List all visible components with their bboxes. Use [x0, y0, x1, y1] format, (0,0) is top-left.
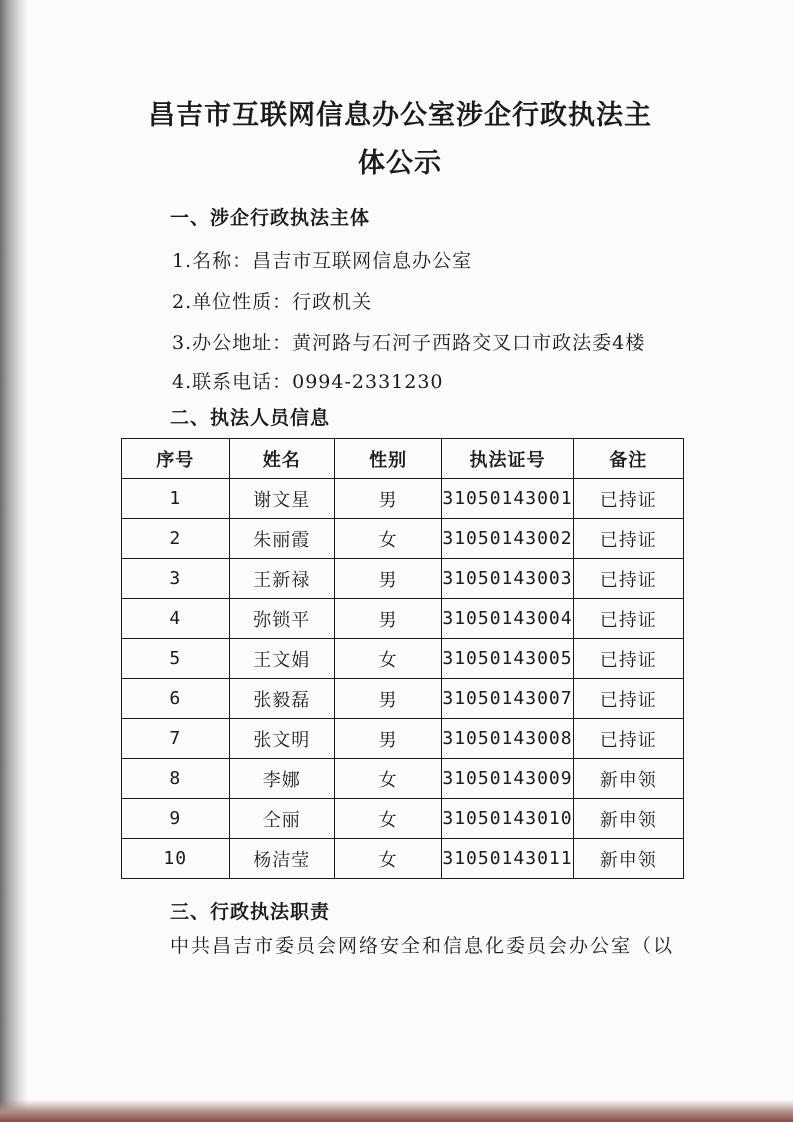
serial-cell: 3 — [122, 559, 230, 599]
remark-cell: 已持证 — [573, 639, 683, 679]
remark-cell: 新申领 — [573, 839, 683, 879]
table-row — [122, 759, 684, 799]
section-2-heading: 二、执法人员信息 — [170, 407, 331, 429]
header-cell: 序号 — [122, 439, 230, 479]
entity-phone-line: 4.联系电话：0994-2331230 — [172, 371, 444, 393]
document-title — [120, 92, 680, 188]
table-row — [122, 679, 684, 719]
gender-cell: 男 — [334, 719, 441, 759]
header-cell: 姓名 — [229, 439, 334, 479]
name-cell: 李娜 — [229, 759, 334, 799]
license-number-cell: 31050143003 — [442, 559, 573, 599]
license-number-cell: 31050143011 — [442, 839, 573, 879]
table-row — [122, 599, 684, 639]
license-number-cell: 31050143002 — [442, 519, 573, 559]
staff-table — [121, 438, 684, 879]
name-cell: 仝丽 — [229, 799, 334, 839]
remark-cell: 已持证 — [573, 679, 683, 719]
section-1-heading: 一、涉企行政执法主体 — [170, 207, 371, 229]
table-row — [122, 559, 684, 599]
scan-shadow-left — [0, 0, 28, 1122]
serial-cell: 5 — [122, 639, 230, 679]
entity-nature-line: 2.单位性质：行政机关 — [172, 291, 373, 313]
duties-paragraph: 中共昌吉市委员会网络安全和信息化委员会办公室（以 — [170, 935, 675, 957]
name-cell: 王新禄 — [229, 559, 334, 599]
license-number-cell: 31050143008 — [442, 719, 573, 759]
remark-cell: 已持证 — [573, 559, 683, 599]
gender-cell: 女 — [334, 839, 441, 879]
serial-cell: 7 — [122, 719, 230, 759]
name-cell: 张毅磊 — [229, 679, 334, 719]
name-cell: 张文明 — [229, 719, 334, 759]
title-line-2: 体公示 — [358, 148, 442, 179]
serial-cell: 8 — [122, 759, 230, 799]
title-line-1: 昌吉市互联网信息办公室涉企行政执法主 — [148, 100, 652, 131]
gender-cell: 女 — [334, 519, 441, 559]
section-3-heading: 三、行政执法职责 — [170, 901, 331, 923]
name-cell: 谢文星 — [229, 479, 334, 519]
serial-cell: 2 — [122, 519, 230, 559]
license-number-cell: 31050143009 — [442, 759, 573, 799]
license-number-cell: 31050143010 — [442, 799, 573, 839]
table-row — [122, 639, 684, 679]
table-row — [122, 519, 684, 559]
gender-cell: 男 — [334, 679, 441, 719]
entity-name-line: 1.名称：昌吉市互联网信息办公室 — [172, 250, 473, 272]
table-row — [122, 839, 684, 879]
name-cell: 朱丽霞 — [229, 519, 334, 559]
gender-cell: 女 — [334, 759, 441, 799]
name-cell: 弥锁平 — [229, 599, 334, 639]
gender-cell: 男 — [334, 599, 441, 639]
remark-cell: 已持证 — [573, 719, 683, 759]
license-number-cell: 31050143007 — [442, 679, 573, 719]
remark-cell: 新申领 — [573, 799, 683, 839]
staff-table-body — [122, 479, 684, 879]
header-cell: 备注 — [573, 439, 683, 479]
serial-cell: 10 — [122, 839, 230, 879]
license-number-cell: 31050143005 — [442, 639, 573, 679]
gender-cell: 女 — [334, 799, 441, 839]
license-number-cell: 31050143001 — [442, 479, 573, 519]
table-row — [122, 479, 684, 519]
remark-cell: 新申领 — [573, 759, 683, 799]
scan-edge-bottom — [0, 1100, 793, 1122]
table-header-row — [122, 439, 684, 479]
name-cell: 杨洁莹 — [229, 839, 334, 879]
remark-cell: 已持证 — [573, 479, 683, 519]
gender-cell: 男 — [334, 479, 441, 519]
entity-address-line: 3.办公地址：黄河路与石河子西路交叉口市政法委4楼 — [172, 332, 646, 354]
table-row — [122, 799, 684, 839]
header-cell: 性别 — [334, 439, 441, 479]
remark-cell: 已持证 — [573, 599, 683, 639]
header-cell: 执法证号 — [442, 439, 573, 479]
gender-cell: 男 — [334, 559, 441, 599]
serial-cell: 4 — [122, 599, 230, 639]
table-row — [122, 719, 684, 759]
serial-cell: 9 — [122, 799, 230, 839]
remark-cell: 已持证 — [573, 519, 683, 559]
name-cell: 王文娟 — [229, 639, 334, 679]
serial-cell: 6 — [122, 679, 230, 719]
license-number-cell: 31050143004 — [442, 599, 573, 639]
gender-cell: 女 — [334, 639, 441, 679]
serial-cell: 1 — [122, 479, 230, 519]
